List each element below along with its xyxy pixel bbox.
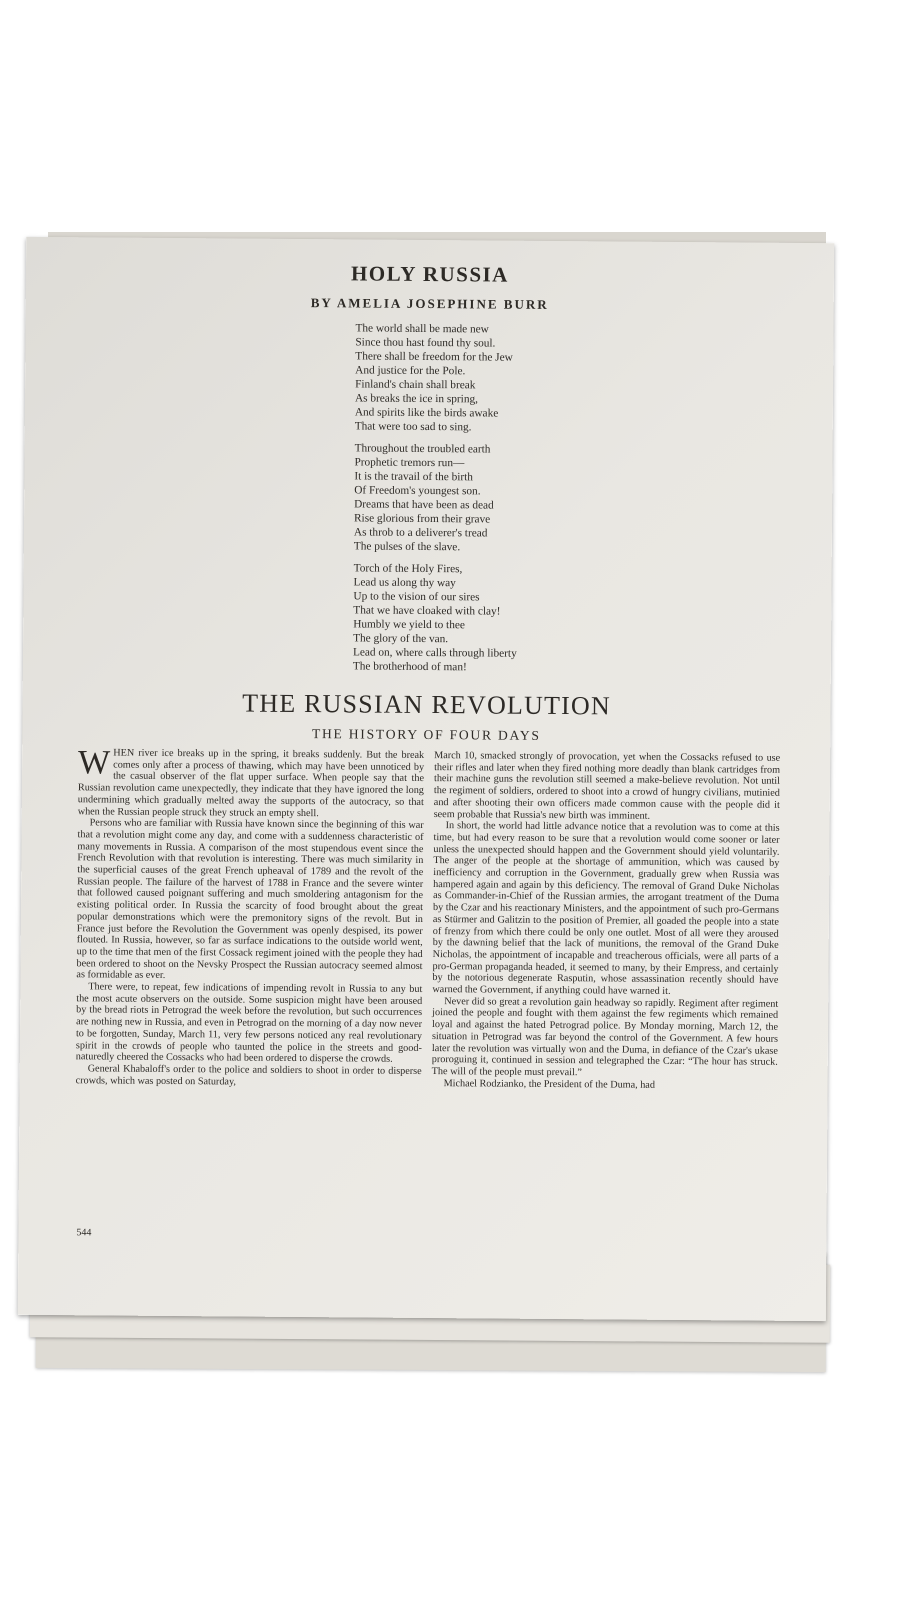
poem-stanza-1 (355, 321, 616, 435)
article-paragraph: There were, to repeat, few indications of impending revolt in Russia to any but the most acute observers on the outside. Some suspicion might have been aroused by the bread riots in Petrograd the week before the revolution, but such occurrences are nothing new in Russia, and even in Petrograd on the morning of a day now never to be forgotten, Sunday, March 11, very few persons noticed any real revolutionary spirit in the crowds of people who taunted the police in the streets and good-naturedly cheered the Cossacks who had been ordered to disperse the crowds. (75, 981, 423, 1066)
poem-line: There shall be freedom for the Jew (355, 350, 513, 364)
poem-line: The world shall be made new (355, 322, 489, 336)
article-paragraph: Persons who are familiar with Russia have known since the beginning of this war that a revolution might come any day, and come with a suddenness characteristic of many movements in Russia. A comparison of the most stupendous event since the French Revolution with that revolution is interesting. There was much similarity in the superficial causes of the great French upheaval of 1789 and the revolt of the Russian people. The failure of the harvest of 1788 in France and the severe winter that followed caused poignant suffering and much smoldering antagonism for the existing political order. In Russia the scarcity of food brought about the great popular demonstrations which were the premonitory signs of the revolt. But in France just before the Revolution the Government was openly despised, its power flouted. In Russia, however, so far as surface indications to the outside world went, up to the time that men of the first Cossack regiment joined with the people they had been ordered to shoot on the Nevsky Prospect the Russian autocracy seemed almost as formidable as ever. (76, 817, 424, 982)
poem-line: Rise glorious from their grave (353, 512, 491, 526)
poem-line: And justice for the Pole. (355, 364, 466, 378)
poem-line: Dreams that have been as dead (354, 498, 494, 512)
article-subtitle: THE HISTORY OF FOUR DAYS (311, 726, 541, 743)
article-paragraph: Michael Rodzianko, the President of the Duma, had (443, 1077, 655, 1091)
poem-line: Lead us along thy way (353, 576, 456, 590)
paragraph-text: HEN river ice breaks up in the spring, it breaks suddenly. But the break comes only after a process of thawing, which may have been unnoticed by the casual observer of the flat upper surface. When people say that the Russian revolution came unexpectedly, they indicate that they have ignored the long undermining which gradually melted away the supports of the autocracy, so that when the Russian people struck they struck an empty shell. (77, 747, 425, 819)
article-paragraph: Never did so great a revolution gain headway so rapidly. Regiment after regiment joined the people and fought with them against the few regiments which remained loyal and against the hated Petrograd police. By Monday morning, March 12, the situation in Petrograd was far beyond the control of the Government. A few hours later the revolution was virtually won and the Duma, in defiance of the Czar's ukase proroguing it, continued in session and telegraphed the Czar: “The hour has struck. The will of the people must prevail.” (431, 995, 779, 1079)
poem-line: The brotherhood of man! (352, 660, 467, 674)
poem-stanza-2 (354, 441, 615, 555)
poem-line: As throb to a deliverer's tread (353, 526, 488, 540)
article-column-right (432, 750, 781, 1092)
poem-line: It is the travail of the birth (354, 470, 474, 484)
poem-line: Lead on, where calls through liberty (352, 646, 517, 660)
poem-line: And spirits like the birds awake (354, 406, 499, 420)
page-number: 544 (76, 1227, 92, 1239)
poem-body (353, 321, 616, 683)
poem-line: That were too sad to sing. (354, 420, 472, 434)
poem-byline: BY AMELIA JOSEPHINE BURR (310, 295, 549, 312)
poem-line: Since thou hast found thy soul. (355, 336, 496, 350)
poem-title: HOLY RUSSIA (350, 261, 510, 287)
drop-cap: W (77, 744, 111, 782)
article-paragraph: General Khabaloff's order to the police and soldiers to shoot in order to disperse crowds, which was posted on Saturday, (75, 1063, 422, 1088)
poem-line: Up to the vision of our sires (353, 590, 480, 604)
article-paragraph (77, 744, 425, 820)
article-title: THE RUSSIAN REVOLUTION (242, 688, 612, 721)
poem-line: The pulses of the slave. (353, 540, 461, 554)
poem-line: Of Freedom's youngest son. (354, 484, 481, 498)
poem-line: Prophetic tremors run— (354, 456, 465, 470)
poem-stanza-3 (353, 561, 614, 675)
magazine-page (18, 237, 834, 1321)
article-paragraph: In short, the world had little advance notice that a revolution was to come at this time, but had every reason to be sure that a revolution would come sooner or later unless the unexpected should happen and the Government should yield voluntarily. The anger of the people at the shortage of ammunition, which was caused by inefficiency and corruption in the Government, gradually grew when Russia was hampered again and again by this deficiency. The removal of Grand Duke Nicholas as Commander-in-Chief of the Russian armies, the arrogant treatment of the Duma by the Czar and his reactionary Ministers, and the appointment of such pro-Germans as Stürmer and Galitzin to the position of Premier, all goaded the people into a state of frenzy from which there could be only one outlet. Most of all were they aroused by the dawning belief that the lack of munitions, the removal of the Grand Duke Nicholas, the appointment of incapable and treacherous officials, were all parts of a pro-German propaganda headed, it seemed to many, by their Empress, and certainly by the notorious degenerate Rasputin, whose assassination recently should have warned the Government, if anything could have warned it. (432, 820, 780, 997)
poem-line: The glory of the van. (353, 632, 449, 646)
article-column-left (75, 744, 425, 1089)
poem-line: Finland's chain shall break (355, 378, 476, 392)
poem-line: As breaks the ice in spring, (354, 392, 479, 406)
poem-line: Humbly we yield to thee (353, 618, 465, 632)
poem-line: That we have cloaked with clay! (353, 604, 501, 618)
article-paragraph: March 10, smacked strongly of provocation, yet when the Cossacks refused to use their rifles and later when they fired nothing more deadly than blank cartridges from their machine guns the revolution still seemed a make-believe revolution. Not until the regiment of soldiers, ordered to shoot into a crowd of hungry civilians, mutinied and after shooting their own officers made common cause with the people did it seem probable that Russia's new birth was imminent. (433, 750, 781, 822)
poem-line: Throughout the troubled earth (354, 442, 491, 456)
poem-line: Torch of the Holy Fires, (353, 562, 463, 576)
